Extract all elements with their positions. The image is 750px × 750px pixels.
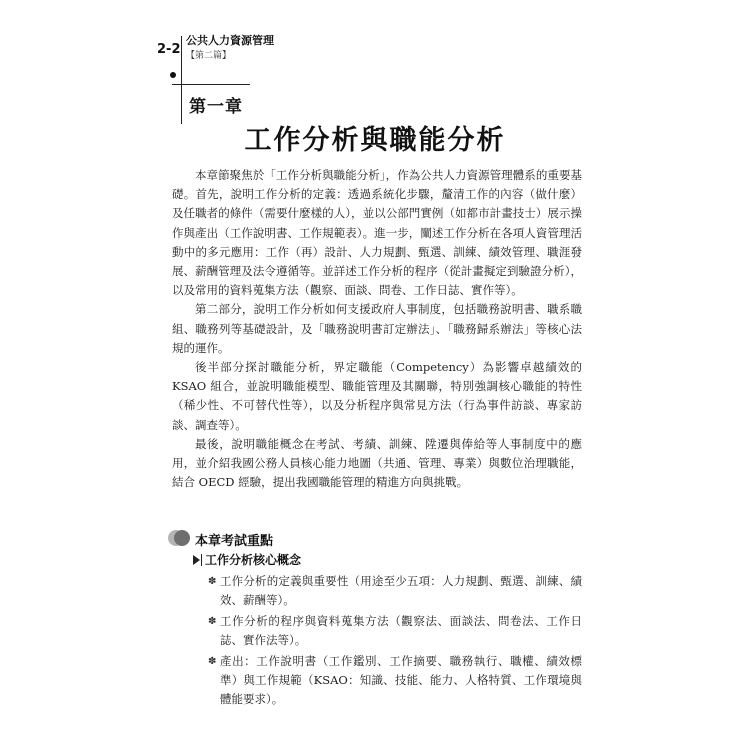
bullet-text: 工作分析的定義與重要性（用途至少五項：人力規劃、甄選、訓練、績效、薪酬等）。 — [220, 574, 582, 607]
page-number: 2-2 — [157, 42, 181, 57]
intro-body — [172, 166, 582, 492]
list-item — [208, 612, 582, 650]
subsection-title: 工作分析核心概念 — [205, 553, 302, 567]
asterisk-bullet-icon: ✽ — [208, 656, 217, 667]
intro-paragraph: 本章節聚焦於「工作分析與職能分析」，作為公共人力資源管理體系的重要基礎。首先，說明工作分析的定義：透過系統化步驟，釐清工作的內容（做什麼）及任職者的條件（需要什麼樣的人），並以公部門實例（如都市計畫技士）展示操作與產出（工作說明書、工作規範表）。進一步，闡述工作分析在各項人資管理活動中的多元應用：工作（再）設計、人力規劃、甄選、訓練、績效管理、職涯發展、薪酬管理及法令遵循等。並詳述工作分析的程序（從計畫擬定到驗證分析），以及常用的資料蒐集方法（觀察、面談、問卷、工作日誌、實作等）。 — [172, 168, 582, 298]
bullet-dot-icon — [170, 72, 176, 78]
list-item — [208, 652, 582, 709]
intro-paragraph: 第二部分，說明工作分析如何支援政府人事制度，包括職務說明書、職系職組、職務列等基礎設計，及「職務說明書訂定辦法」、「職務歸系辦法」等核心法規的運作。 — [172, 302, 582, 355]
asterisk-bullet-icon: ✽ — [208, 576, 217, 587]
intro-paragraph: 最後，說明職能概念在考試、考績、訓練、陞遷與俸給等人事制度中的應用，並介紹我國公務人員核心能力地圖（共通、管理、專業）與數位治理職能，結合 OECD 經驗，提出我國職能管理的精進方向與挑戰。 — [172, 436, 582, 490]
intro-paragraph: 後半部分探討職能分析，界定職能（Competency）為影響卓越績效的 KSAO 組合，並說明職能模型、職能管理及其關聯，特別強調核心職能的特性（稀少性、不可替代性等），以及分析程序與常見方法（行為事件訪談、專家訪談、調查等）。 — [172, 360, 582, 432]
chapter-divider — [172, 84, 250, 85]
book-title: 公共人力資源管理 — [186, 34, 274, 47]
header-rule — [181, 36, 182, 124]
list-item — [208, 572, 582, 610]
exam-bullet-list — [208, 572, 582, 711]
asterisk-bullet-icon: ✽ — [208, 616, 217, 627]
chapter-title: 工作分析與職能分析 — [244, 125, 506, 156]
part-label: 【第二篇】 — [186, 51, 232, 61]
chapter-number: 第一章 — [189, 97, 243, 117]
bullet-text: 產出：工作說明書（工作鑑別、工作摘要、職務執行、職權、績效標準）與工作規範（KSAO：知識、技能、能力、人格特質、工作環境與體能要求）。 — [220, 654, 582, 706]
bullet-text: 工作分析的程序與資料蒐集方法（觀察法、面談法、問卷法、工作日誌、實作法等）。 — [220, 614, 582, 647]
exam-section-title: 本章考試重點 — [195, 534, 274, 549]
exam-section-heading — [168, 528, 368, 550]
